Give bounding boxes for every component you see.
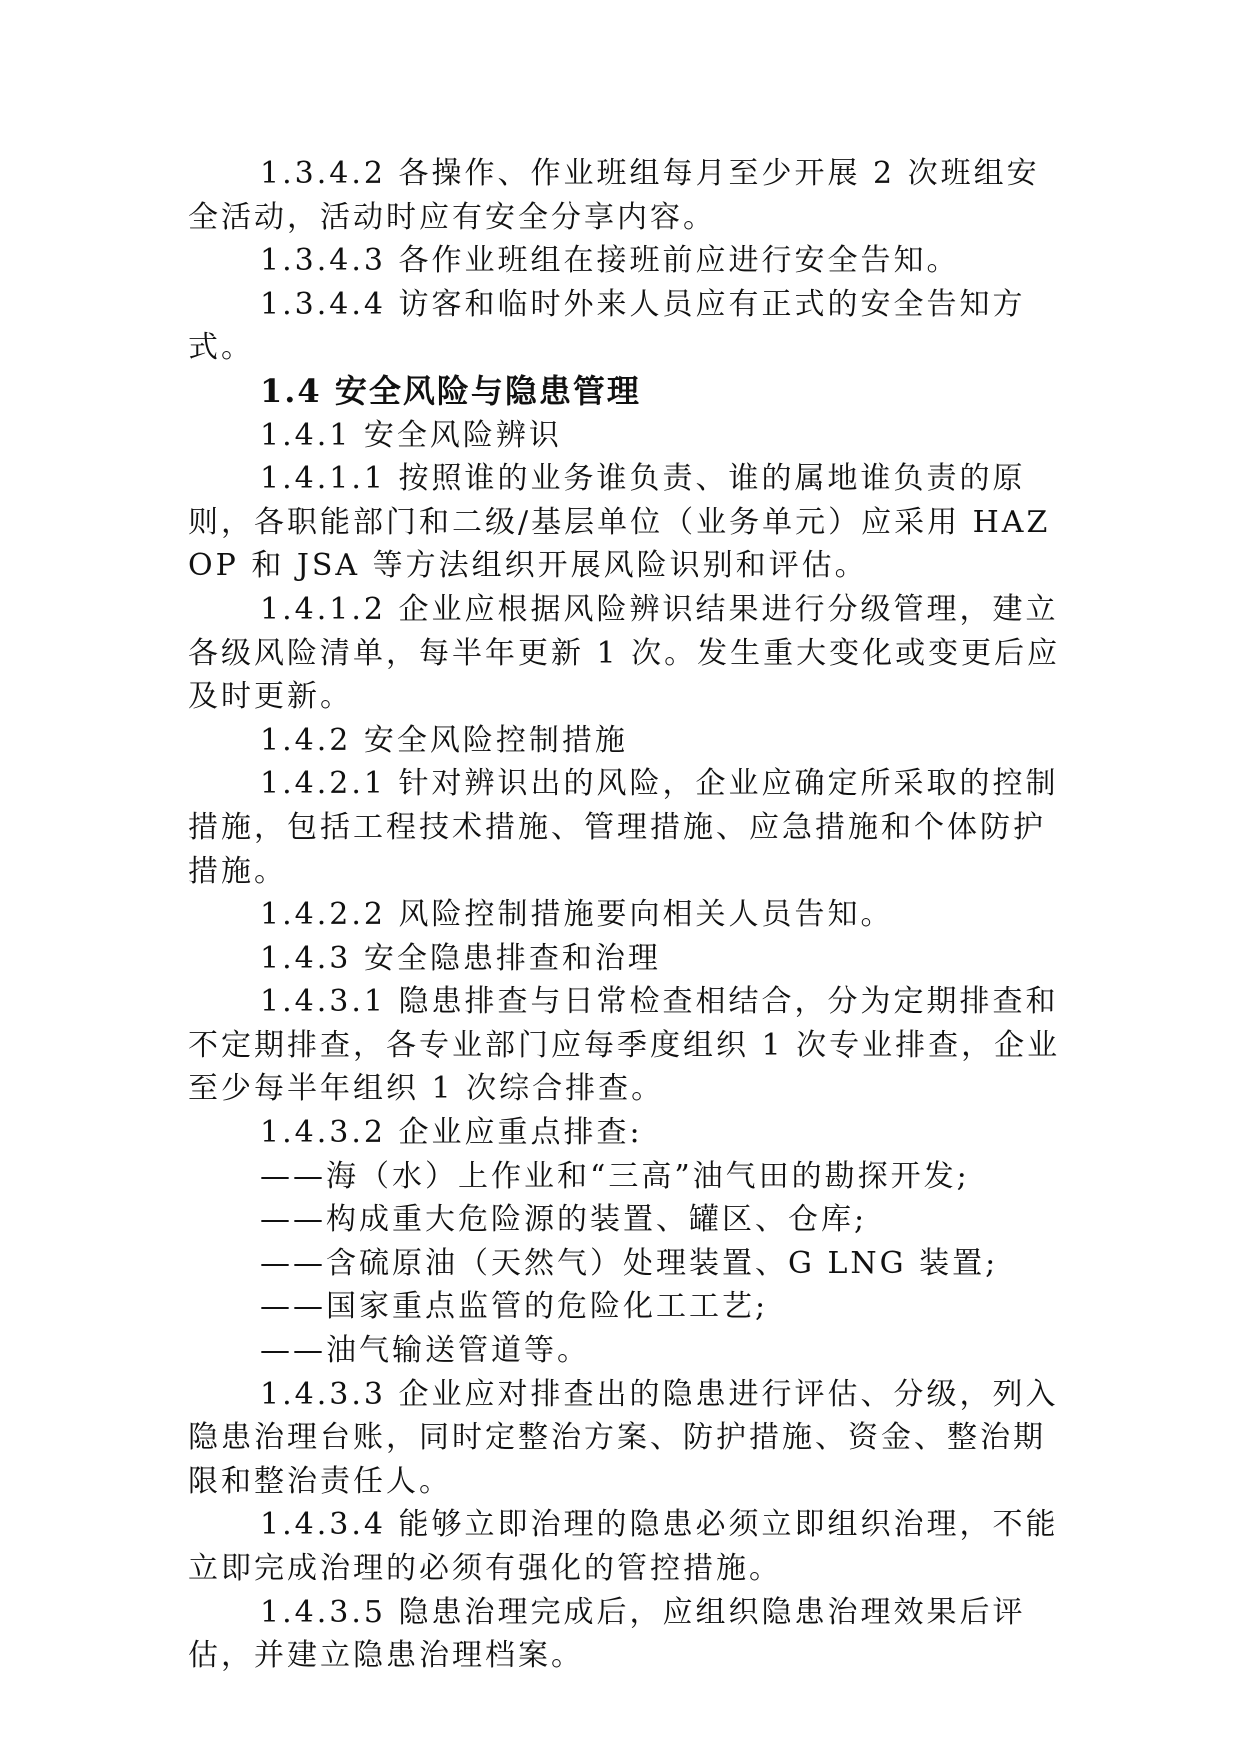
paragraph-1-3-4-3: 1.3.4.3 各作业班组在接班前应进行安全告知。 [260,243,960,279]
paragraph-1-4-2-1: 1.4.2.1 针对辨识出的风险，企业应确定所采取的控制措施，包括工程技术措施、管理措施、应急措施和个体防护措施。 [188,766,1059,889]
list-item-pipeline: ——油气输送管道等。 [260,1333,590,1369]
list-item-major-hazard: ——构成重大危险源的装置、罐区、仓库; [260,1202,868,1238]
subheading-1-4-1: 1.4.1 安全风险辨识 [260,417,562,453]
paragraph-1-3-4-2: 1.3.4.2 各操作、作业班组每月至少开展 2 次班组安全活动，活动时应有安全分享内容。 [188,156,1040,235]
subheading-1-4-2: 1.4.2 安全风险控制措施 [260,722,628,758]
paragraph-1-4-3-3: 1.4.3.3 企业应对排查出的隐患进行评估、分级，列入隐患治理台账，同时定整治方案、防护措施、资金、整治期限和整治责任人。 [188,1376,1059,1499]
list-item-sulfur-crude: ——含硫原油（天然气）处理装置、G LNG 装置; [260,1245,999,1281]
paragraph-1-4-3-2: 1.4.3.2 企业应重点排查: [260,1115,643,1151]
paragraph-1-4-3-4: 1.4.3.4 能够立即治理的隐患必须立即组织治理，不能立即完成治理的必须有强化的管控措施。 [188,1507,1059,1586]
paragraph-1-4-3-5: 1.4.3.5 隐患治理完成后，应组织隐患治理效果后评估，并建立隐患治理档案。 [188,1594,1026,1674]
list-item-chemical-process: ——国家重点监管的危险化工工艺; [260,1289,769,1325]
document-body [188,152,1068,1678]
section-heading-1-4: 1.4 安全风险与隐患管理 [260,371,641,410]
paragraph-1-4-1-2: 1.4.1.2 企业应根据风险辨识结果进行分级管理，建立各级风险清单，每半年更新 1 次。发生重大变化或变更后应及时更新。 [188,591,1061,715]
paragraph-1-4-1-1: 1.4.1.1 按照谁的业务谁负责、谁的属地谁负责的原则，各职能部门和二级/基层单位（业务单元）应采用 HAZOP 和 JSA 等方法组织开展风险识别和评估。 [188,461,1051,584]
paragraph-1-3-4-4: 1.3.4.4 访客和临时外来人员应有正式的安全告知方式。 [188,286,1026,366]
list-item-offshore: ——海（水）上作业和“三高”油气田的勘探开发; [260,1158,970,1194]
paragraph-1-4-2-2: 1.4.2.2 风险控制措施要向相关人员告知。 [260,897,894,933]
subheading-1-4-3: 1.4.3 安全隐患排查和治理 [260,940,661,976]
paragraph-1-4-3-1: 1.4.3.1 隐患排查与日常检查相结合，分为定期排查和不定期排查，各专业部门应每季度组织 1 次专业排查，企业至少每半年组织 1 次综合排查。 [188,984,1061,1107]
